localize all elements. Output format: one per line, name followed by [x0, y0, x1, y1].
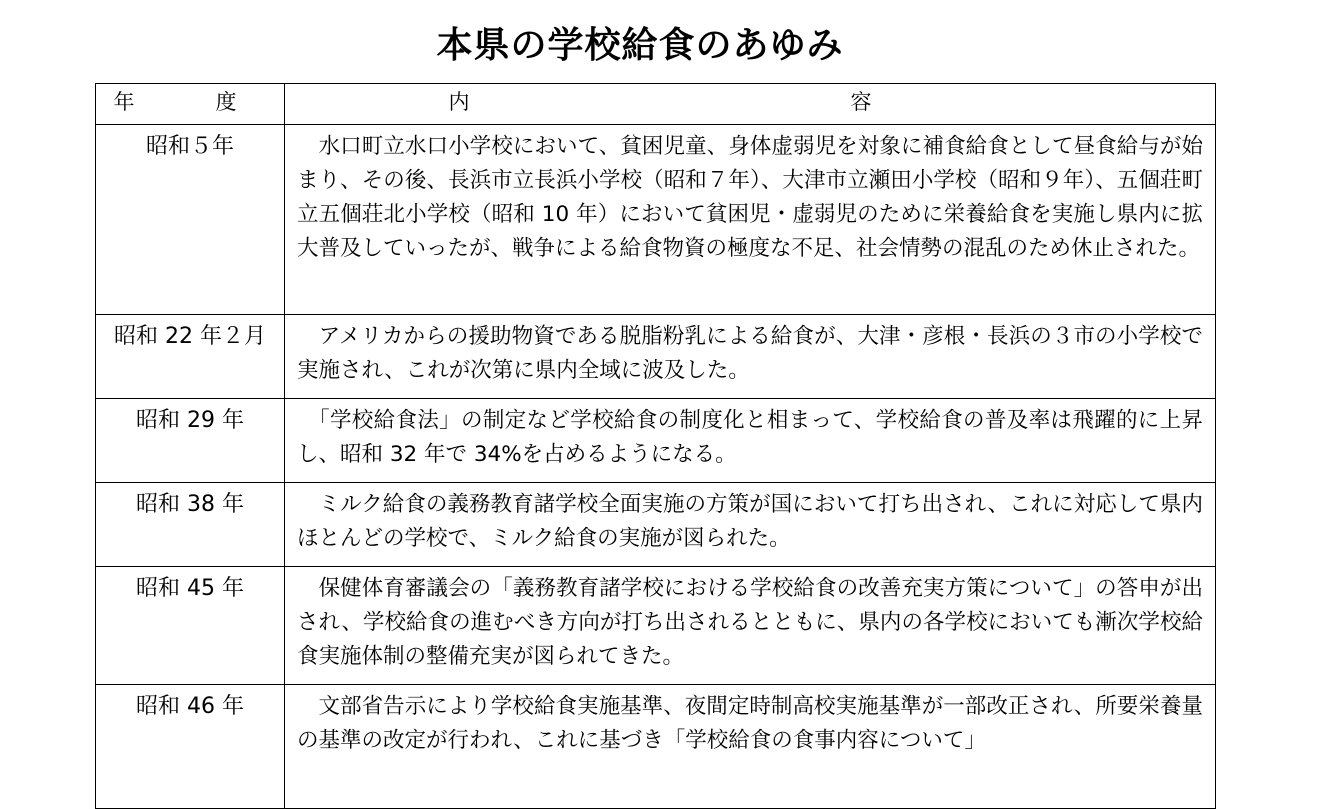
year-cell: 昭和 29 年 [96, 399, 285, 483]
year-cell: 昭和 45 年 [96, 567, 285, 685]
table-row [96, 399, 1216, 483]
history-table [95, 83, 1216, 809]
content-cell: 「学校給食法」の制定など学校給食の制度化と相まって、学校給食の普及率は飛躍的に上昇し、昭和 32 年で 34%を占めるようになる。 [285, 399, 1216, 483]
content-cell: アメリカからの援助物資である脱脂粉乳による給食が、大津・彦根・長浜の３市の小学校で実施され、これが次第に県内全域に波及した。 [285, 315, 1216, 399]
header-content: 内 容 [285, 84, 1216, 125]
table-row [96, 483, 1216, 567]
year-cell: 昭和 46 年 [96, 685, 285, 809]
content-cell: 文部省告示により学校給食実施基準、夜間定時制高校実施基準が一部改正され、所要栄養量の基準の改定が行われ、これに基づき「学校給食の食事内容について」 [285, 685, 1216, 809]
table-row [96, 125, 1216, 315]
content-cell: 保健体育審議会の「義務教育諸学校における学校給食の改善充実方策について」の答申が出され、学校給食の進むべき方向が打ち出されるとともに、県内の各学校においても漸次学校給食実施体制の整備充実が図られてきた。 [285, 567, 1216, 685]
year-cell: 昭和 22 年２月 [96, 315, 285, 399]
year-cell: 昭和５年 [96, 125, 285, 315]
table-header-row [96, 84, 1216, 125]
table-row [96, 567, 1216, 685]
table-row [96, 685, 1216, 809]
year-cell: 昭和 38 年 [96, 483, 285, 567]
content-cell: ミルク給食の義務教育諸学校全面実施の方策が国において打ち出され、これに対応して県内ほとんどの学校で、ミルク給食の実施が図られた。 [285, 483, 1216, 567]
header-year: 年 度 [96, 84, 285, 125]
table-row [96, 315, 1216, 399]
document-title: 本県の学校給食のあゆみ [436, 25, 844, 66]
content-cell: 水口町立水口小学校において、貧困児童、身体虚弱児を対象に補食給食として昼食給与が始まり、その後、長浜市立長浜小学校（昭和７年）、大津市立瀬田小学校（昭和９年）、五個荘町立五個荘北小学校（昭和 10 年）において貧困児・虚弱児のために栄養給食を実施し県内に拡大普及していったが、戦争による給食物資の極度な不足、社会情勢の混乱のため休止された。 [285, 125, 1216, 315]
